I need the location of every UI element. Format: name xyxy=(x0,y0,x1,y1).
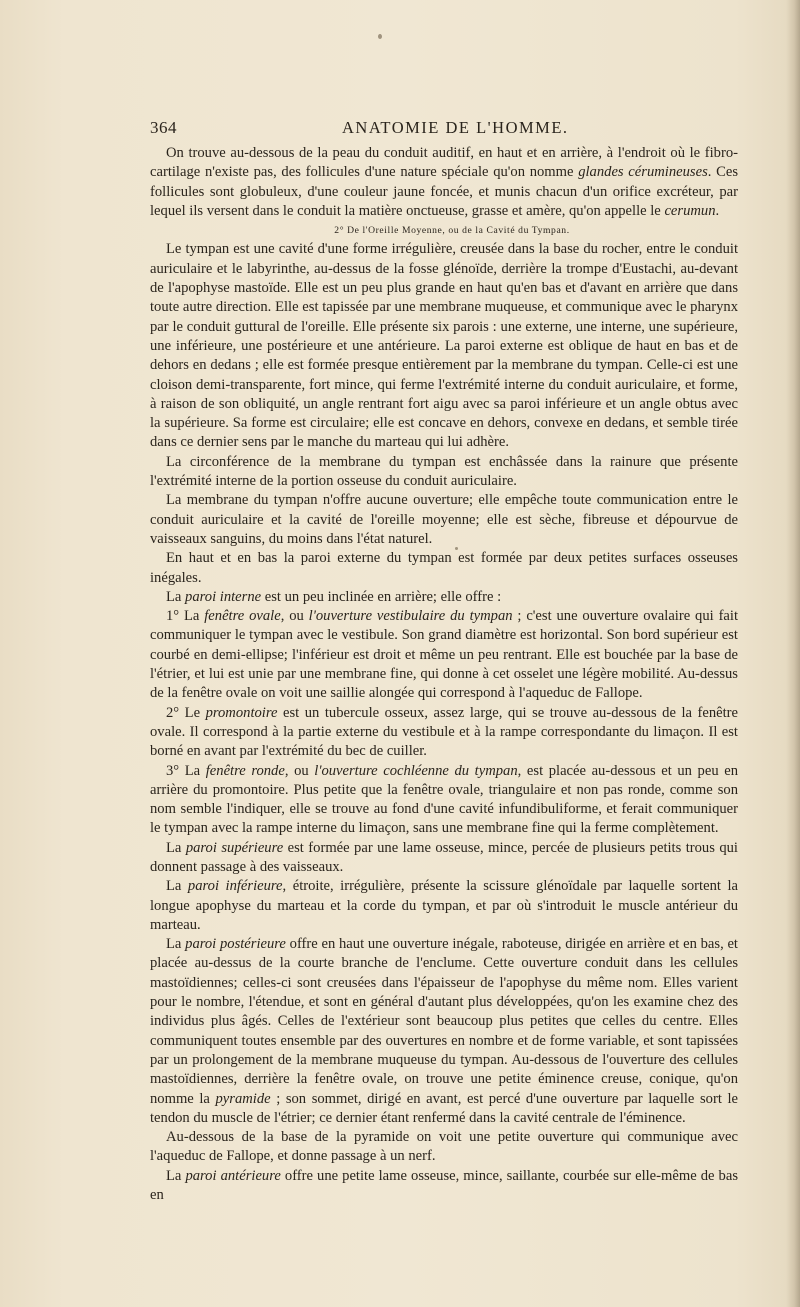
body-text xyxy=(150,144,738,1205)
paragraph: En haut et en bas la paroi externe du tympan est formée par deux petites surfaces osseuses inégales. xyxy=(150,550,738,586)
page-edge-shadow xyxy=(786,0,800,1307)
paragraph: On trouve au-dessous de la peau du conduit auditif, en haut et en arrière, à l'endroit où le fibro-cartilage n'existe pas, des follicules d'une nature spéciale qu'on nomme glandes cérumineuses. Ces follicules sont globuleux, d'une couleur jaune foncée, et munis chacun d'un orifice excréteur, par lequel ils versent dans le conduit la matière onctueuse, grasse et amère, qu'on appelle le cerumun. xyxy=(150,145,738,219)
paragraph: 1° La fenêtre ovale, ou l'ouverture vestibulaire du tympan ; c'est une ouverture ovalaire qui fait communiquer le tympan avec le vestibule. Son grand diamètre est horizontal. Son bord supérieur est courbé en demi-ellipse; l'inférieur est droit et même un peu rentrant. Elle est bouchée par la base de l'étrier, et lui est unie par une membrane fine, qui donne à cet osselet une légère mobilité. Au-dessus de la fenêtre ovale on voit une saillie alongée qui correspond à l'aqueduc de Fallope. xyxy=(150,608,739,702)
running-title: ANATOMIE DE L'HOMME. xyxy=(342,118,569,137)
paragraph: 2° Le promontoire est un tubercule osseux, assez large, qui se trouve au-dessous de la fenêtre ovale. Il correspond à la partie externe du vestibule et à la rampe correspondante du limaçon. Il est borné en avant par l'extrémité du bec de cuiller. xyxy=(150,704,738,760)
paper-speck xyxy=(378,34,382,39)
paragraph: La membrane du tympan n'offre aucune ouverture; elle empêche toute communication entre le conduit auriculaire et la cavité de l'oreille moyenne; elle est sèche, fibreuse et dépourvue de vaisseaux sanguins, du moins dans l'état naturel. xyxy=(150,492,738,547)
paragraph: La paroi inférieure, étroite, irrégulière, présente la scissure glénoïdale par laquelle sortent la longue apophyse du marteau et la corde du tympan, et par où s'introduit le muscle antérieur du marteau. xyxy=(150,878,738,933)
paragraph: Au-dessous de la base de la pyramide on voit une petite ouverture qui communique avec l'aqueduc de Fallope, et donne passage à un nerf. xyxy=(150,1129,738,1165)
paragraph: Le tympan est une cavité d'une forme irrégulière, creusée dans la base du rocher, entre le conduit auriculaire et le labyrinthe, au-dessus de la fosse glénoïde, derrière la trompe d'Eustachi, au-devant de l'apophyse mastoïde. Elle est un peu plus grande en haut qu'en bas et d'avant en arrière que dans toute autre direction. Elle est tapissée par une membrane muqueuse, et communique avec le pharynx par le conduit guttural de l'oreille. Elle présente six parois : une externe, une interne, une supérieure, une inférieure, une postérieure et une antérieure. La paroi externe est oblique de haut en bas et de dehors en dedans ; elle est formée presque entièrement par la membrane du tympan. Celle-ci est une cloison demi-transparente, fort mince, qui ferme l'extrémité interne du conduit auriculaire, et forme, à raison de son obliquité, un angle rentrant fort aigu avec sa paroi inférieure et un angle obtus avec la supérieure. Sa forme est circulaire; elle est concave en dehors, convexe en dedans, et semble tirée dans ce dernier sens par le manche du marteau qui lui adhère. xyxy=(150,241,738,451)
paragraph: La paroi antérieure offre une petite lame osseuse, mince, saillante, courbée sur elle-même de bas en xyxy=(150,1167,739,1204)
paragraph: La paroi interne est un peu inclinée en arrière; elle offre : xyxy=(166,588,502,605)
paragraph: La paroi supérieure est formée par une lame osseuse, mince, percée de plusieurs petits trous qui donnent passage à des vaisseaux. xyxy=(150,839,738,875)
section-title: 2° De l'Oreille Moyenne, ou de la Cavité du Tympan. xyxy=(334,225,570,237)
paragraph: La paroi postérieure offre en haut une ouverture inégale, raboteuse, dirigée en arrière et en bas, et placée au-dessus de la courte branche de l'enclume. Cette ouverture conduit dans les cellules mastoïdiennes; celles-ci sont creusées dans l'épaisseur de l'apophyse du même nom. Elles varient pour le nombre, l'étendue, et sont en général d'autant plus développées, qu'on les examine chez des individus plus âgés. Celles de l'extérieur sont beaucoup plus petites que celles du centre. Elles communiquent toutes ensemble par des ouvertures en nombre et de forme variable, et sont tapissées par un prolongement de la membrane muqueuse du tympan. Au-dessous de l'ouverture des cellules mastoïdiennes, derrière la fenêtre ovale, on trouve une petite éminence creuse, conique, qu'on nomme la pyramide ; son sommet, dirigé en avant, est percé d'une ouverture par laquelle sort le tendon du muscle de l'étrier; ce dernier étant renfermé dans la cavité centrale de l'éminence. xyxy=(150,936,738,1126)
paragraph: 3° La fenêtre ronde, ou l'ouverture cochléenne du tympan, est placée au-dessous et un peu en arrière du promontoire. Plus petite que la fenêtre ovale, triangulaire et non pas ronde, comme son nom semble l'indiquer, elle se trouve au fond d'une cavité infundibuliforme, et ferait communiquer le tympan avec la rampe interne du limaçon, sans une membrane fine qui la ferme complètement. xyxy=(150,762,739,837)
page-number: 364 xyxy=(150,118,177,137)
paragraph: La circonférence de la membrane du tympan est enchâssée dans la rainure que présente l'extrémité interne de la portion osseuse du conduit auriculaire. xyxy=(150,453,738,490)
page-header xyxy=(150,118,740,140)
